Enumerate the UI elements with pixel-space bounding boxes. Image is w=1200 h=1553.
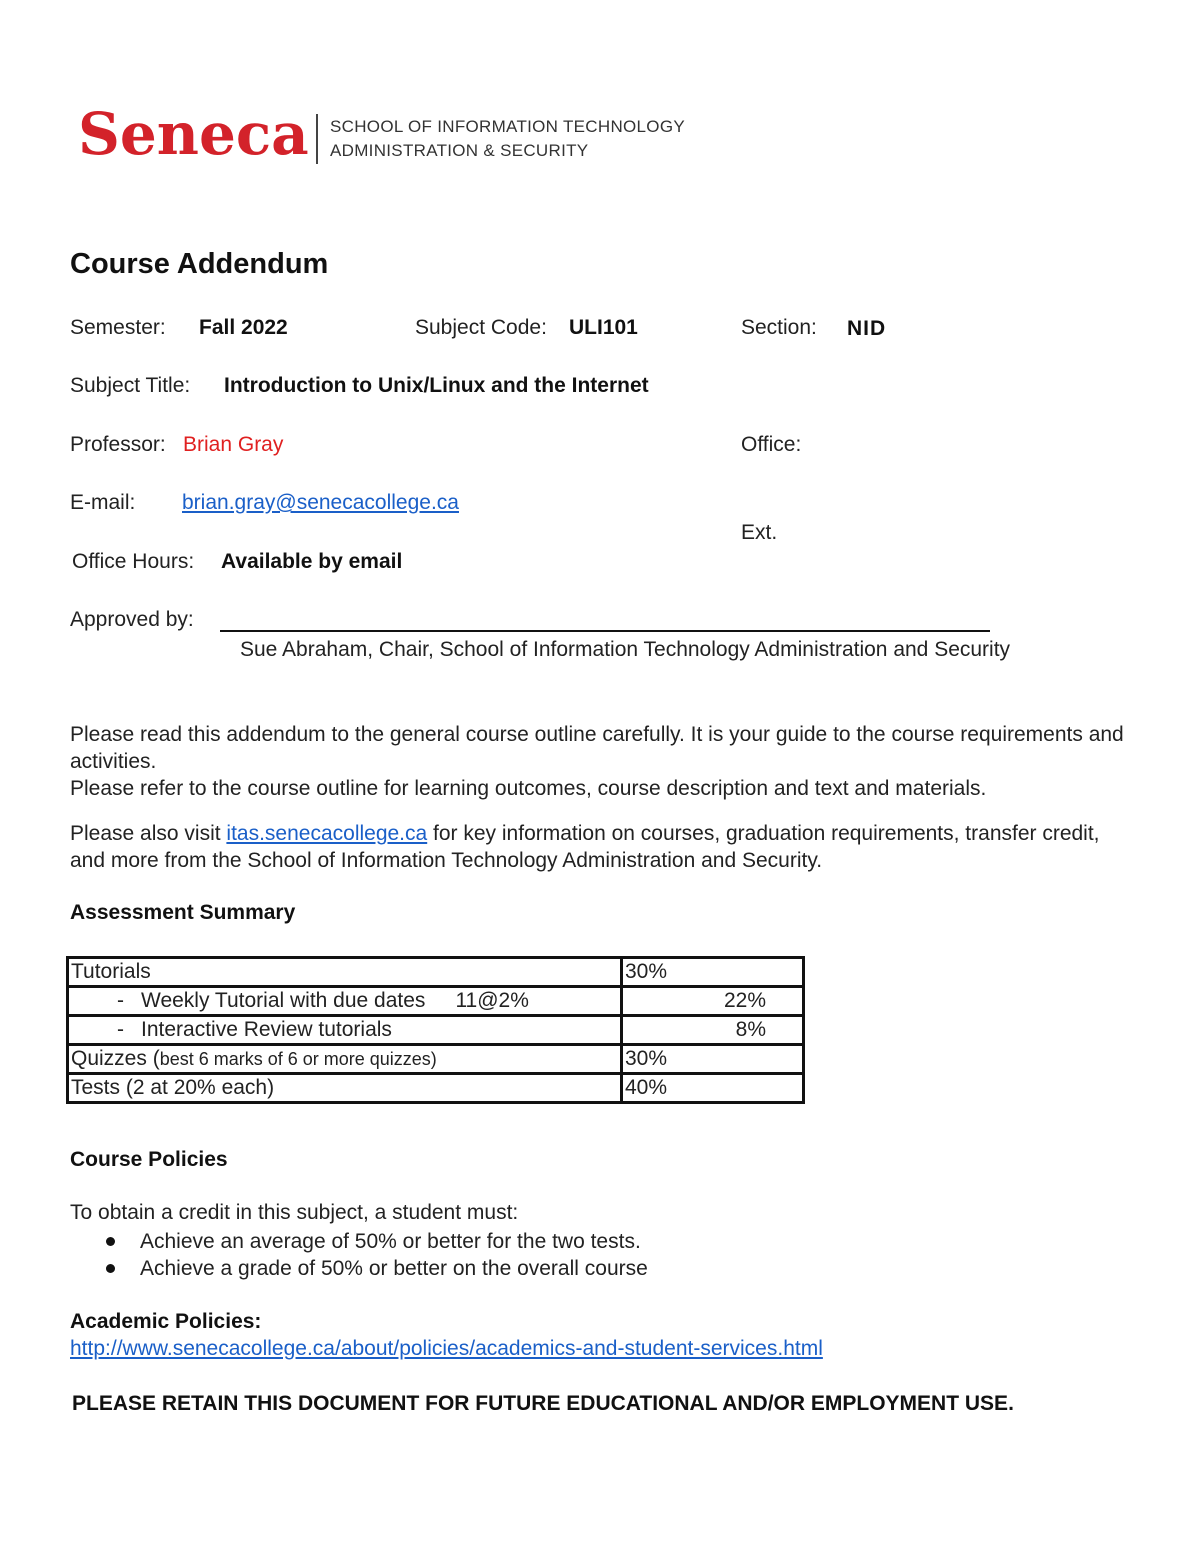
professor-email-link[interactable]: brian.gray@senecacollege.ca [182,491,459,514]
table-row [68,1074,804,1103]
subject-title-label: Subject Title: [70,374,191,397]
assessment-item-label: Weekly Tutorial with due dates [141,989,426,1012]
intro-paragraph-2: Please refer to the course outline for learning outcomes, course description and text and materials. [70,777,987,800]
list-item [70,1255,648,1282]
table-row [68,987,804,1016]
page-title: Course Addendum [70,248,329,280]
dash-marker: - [117,1018,124,1041]
office-hours-value: Available by email [221,550,403,573]
list-item-text: Achieve a grade of 50% or better on the overall course [140,1257,648,1280]
intro-paragraph-3 [70,820,1130,874]
table-row [68,958,804,987]
table-row [68,1016,804,1045]
itas-link[interactable]: itas.senecacollege.ca [226,822,428,845]
assessment-table [66,956,805,1104]
assessment-item-weight: 22% [622,987,804,1016]
semester-value: Fall 2022 [199,316,288,339]
email-label: E-mail: [70,491,136,514]
assessment-sub-item [68,1016,622,1045]
approver-name: Sue Abraham, Chair, School of Information Technology Administration and Security [240,638,1011,661]
academic-policies-link[interactable]: http://www.senecacollege.ca/about/policies/academics-and-student-services.html [70,1337,823,1360]
office-label: Office: [741,433,802,456]
professor-name: Brian Gray [183,433,284,456]
bullet-icon [106,1237,115,1246]
list-item [70,1228,648,1255]
assessment-item-weight: 40% [622,1074,804,1103]
table-row [68,1045,804,1074]
list-item-text: Achieve an average of 50% or better for the two tests. [140,1230,641,1253]
assessment-item-weight: 30% [622,1045,804,1074]
dash-marker: - [117,989,124,1012]
office-hours-label: Office Hours: [72,550,195,573]
subject-title-value: Introduction to Unix/Linux and the Internet [224,374,649,397]
subject-code-label: Subject Code: [415,316,547,339]
course-policies-list [70,1228,648,1282]
section-value: NID [847,317,887,340]
quizzes-note: best 6 marks of 6 or more quizzes) [159,1049,437,1069]
assessment-sub-item [68,987,622,1016]
intro-paragraph-1: Please read this addendum to the general course outline carefully. It is your guide to the course requirements and activities. [70,723,1124,773]
extension-label: Ext. [741,521,778,544]
intro-paragraph-3-after: for key information on courses, graduation requirements, transfer credit, and more from the School of Information Technology Administration and Security. [70,822,1100,872]
assessment-summary-heading: Assessment Summary [70,901,296,924]
assessment-item-label: Interactive Review tutorials [141,1018,392,1041]
seneca-logo-wordmark: Seneca [78,100,309,168]
professor-label: Professor: [70,433,166,456]
course-policies-heading: Course Policies [70,1148,228,1171]
quizzes-label: Quizzes ( [71,1047,160,1070]
semester-label: Semester: [70,316,166,339]
assessment-item-label [68,1045,622,1074]
assessment-item-label: Tutorials [68,958,622,987]
retain-document-notice: PLEASE RETAIN THIS DOCUMENT FOR FUTURE EDUCATIONAL AND/OR EMPLOYMENT USE. [72,1392,1014,1415]
assessment-item-label: Tests (2 at 20% each) [68,1074,622,1103]
signature-line [220,630,990,632]
assessment-item-weight: 8% [622,1016,804,1045]
section-label: Section: [741,316,817,339]
logo-school-line-1: SCHOOL OF INFORMATION TECHNOLOGY [330,117,685,136]
bullet-icon [106,1264,115,1273]
course-policies-intro: To obtain a credit in this subject, a student must: [70,1201,519,1224]
approved-by-label: Approved by: [70,608,194,631]
logo-divider [316,114,318,164]
intro-paragraph-3-before: Please also visit [70,822,227,845]
academic-policies-heading: Academic Policies: [70,1310,262,1333]
subject-code-value: ULI101 [569,316,638,339]
logo-school-line-2: ADMINISTRATION & SECURITY [330,141,589,160]
assessment-item-note: 11@2% [455,989,529,1012]
assessment-item-weight: 30% [622,958,804,987]
